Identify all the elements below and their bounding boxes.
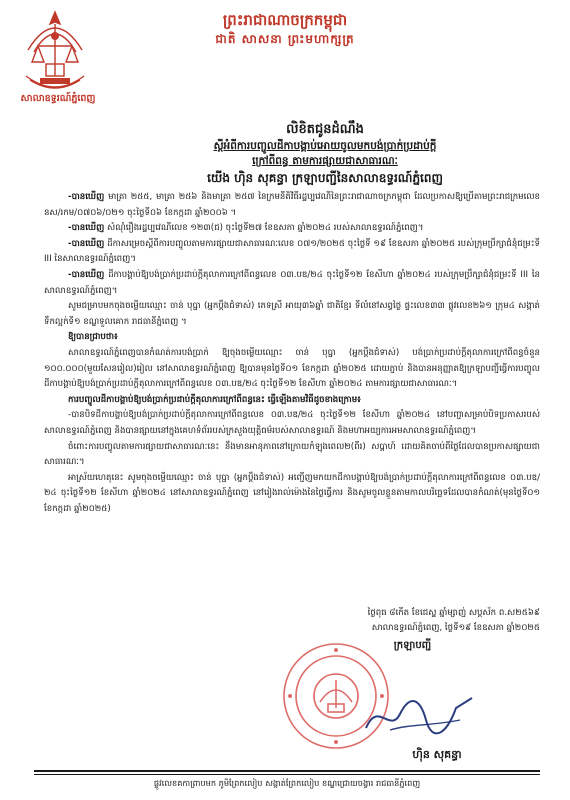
national-motto: ជាតិ សាសនា ព្រះមហាក្សត្រ <box>215 32 355 46</box>
paragraph-legal-basis-2 <box>44 221 540 237</box>
court-name: សាលាឧទ្ធរណ៍ភ្នំពេញ <box>20 93 96 104</box>
document-title: លិខិតជូនដំណឹង <box>286 122 364 137</box>
section-heading-method: ការបញ្ចូលដីកាបង្គាប់ឱ្យបង់ប្រាក់ប្រដាប់ក្តីតុលាការក្រៅពីពន្ធនេះ ធ្វើឡើងតាមវិធីដូចខាងក្រោម៖ <box>68 394 361 405</box>
handwritten-signature <box>360 690 480 740</box>
document-subtitle-line1: ស្តីអំពីការបញ្ចូលដីកាបង្គាប់អោយចូលមកបង់ប្រាក់ប្រដាប់ក្តី <box>213 140 437 152</box>
paragraph-lead: -បានឃើញ <box>68 223 105 234</box>
signer-name: ហ៊ិន សុគន្ធា <box>412 748 462 761</box>
document-title-block <box>110 120 540 187</box>
paragraph-posting: -បានបិទដីកាបង្គាប់ឱ្យបង់ប្រាក់ប្រដាប់ក្តីតុលាការក្រៅពីពន្ធលេខ ០៣.បឌ/២៤ ចុះថ្ងៃទី១២ ខែសីហា ឆ្នាំ២០២៤ នៅបញ្ជាសម្រាប់បិទប្រកាសរបស់សាលាឧទ្ធរណ៍ភ្នំពេញ និងបានផ្សាយនៅក្នុងគេហទំព័ររបស់ក្រសួងយុត្តិធម៌របស់សាលាឧទ្ធរណ៍ និងមហាអយ្យការអមសាលាឧទ្ធរណ៍ភ្នំពេញ។ <box>44 410 540 436</box>
paragraph-legal-basis-3 <box>44 237 540 268</box>
footer-divider-thin <box>34 774 540 775</box>
paragraph-payment-order: សាលាឧទ្ធរណ៍ភ្នំពេញបានកំណត់ការបង់ប្រាក់ ឱ្យចុងចម្លើយឈ្មោះ ចាន់ បុប្ផា (អ្នកប្តឹងជំទាស់) បង់ប្រាក់ប្រដាប់ក្តីតុលាការក្រៅពីពន្ធចំនួន ១០០.០០០(មួយសែនរៀល)រៀល នៅសាលាឧទ្ធរណ៍ភ្នំពេញ ឱ្យបានមុនថ្ងៃទី០១ ខែកក្កដា ឆ្នាំ២០២៥ ដោយភ្ជាប់ និងបានអនុញ្ញាតឱ្យក្រឡាបញ្ជីធ្វើការបញ្ចូលដីកាបង្គាប់ឱ្យបង់ប្រាក់ប្រដាប់ក្តីតុលាការក្រៅពីពន្ធលេខ ០៣.បឌ/២៤ ចុះថ្ងៃទី១២ ខែសីហា ឆ្នាំ២០២៤ តាមការផ្សាយជាសាធារណៈ។ <box>44 347 540 390</box>
paragraph-legal-basis-1 <box>44 190 540 221</box>
paragraph-effect: ចំពោះការបញ្ចូលតាមការផ្សាយជាសាធារណៈនេះ នឹងមានអានុភាពនៅក្រោយកំឡុងពេល២(ពីរ) សប្តាហ៍ ដោយគិតចាប់ពីថ្ងៃដែលបានប្រកាសផ្សាយជាសាធារណៈ។ <box>44 441 540 468</box>
document-body <box>44 190 540 517</box>
document-subtitle-line2: ក្រៅពីពន្ធ តាមការផ្សាយជាសាធារណៈ <box>252 155 398 167</box>
footer-divider-thick <box>34 770 540 772</box>
paragraph-text: ដីកាបង្គាប់ឱ្យបង់ប្រាក់ប្រដាប់ក្តីតុលាការក្រៅពីពន្ធលេខ ០៣.បឌ/២៤ ចុះថ្ងៃទី១២ ខែសីហា ឆ្នាំ២០២៤ របស់ក្រុមប្រឹក្សាជំនុំជម្រះទី III នៃសាលាឧទ្ធរណ៍ភ្នំពេញ។ <box>44 269 540 296</box>
paragraph-addressee: សូមជម្រាបមកចុងចម្លើយឈ្មោះ ចាន់ បុប្ផា (អ្នកប្តឹងជំទាស់) ភេទស្រី អាយុ៣៦ឆ្នាំ ជាតិខ្មែរ ទីលំនៅសព្វថ្ងៃ ផ្ទះលេខ៣៣ ផ្លូវលេខ២៦១ ក្រុម៤ សង្កាត់ទឹកល្អក់ទី១ ខណ្ឌទួលគោក រាជធានីភ្នំពេញ ។ <box>44 301 540 327</box>
paragraph-legal-basis-4 <box>44 268 540 299</box>
signer-title: ក្រឡាបញ្ជី <box>393 640 432 651</box>
paragraph-lead: -បានឃើញ <box>68 269 105 280</box>
court-emblem-icon <box>16 6 94 94</box>
place-and-date: សាលាឧទ្ធរណ៍ភ្នំពេញ, ថ្ងៃទី១៩ ខែឧសភា ឆ្នាំ២០២៥ <box>371 623 540 633</box>
section-heading-notice: ឱ្យបានជ្រាបថា៖ <box>68 332 118 343</box>
paragraph-text: សំណុំរឿងរដ្ឋប្បវេណីលេខ ១២៣(ជ) ចុះថ្ងៃទី២៧ ខែឧសភា ឆ្នាំ២០២៤ របស់សាលាឧទ្ធរណ៍ភ្នំពេញ។ <box>104 223 424 234</box>
paragraph-text: ដីកាសម្រេចស្តីពីការបញ្ចូលតាមការផ្សាយជាសាធារណៈលេខ ០៧១/២០២៥ ចុះថ្ងៃទី ១៩ ខែឧសភា ឆ្នាំ២០២៥ របស់ក្រុមប្រឹក្សាជំនុំជម្រះទី III នៃសាលាឧទ្ធរណ៍ភ្នំពេញ។ <box>44 238 540 265</box>
paragraph-lead: -បានឃើញ <box>68 238 105 249</box>
paragraph-text: មាត្រា ២៥៥, មាត្រា ២៥៦ និងមាត្រា ២៥៧ នៃក្រមនីតិវិធីរដ្ឋប្បវេណីនៃព្រះរាជាណាចក្រកម្ពុជា ដែលប្រកាសឱ្យប្រើតាមព្រះរាជក្រមលេខ នស/រកម/០៧០៦/០២១ ចុះថ្ងៃទី០៦ ខែកក្កដា ឆ្នាំ២០០៦ ។ <box>44 192 540 218</box>
lunar-date: ថ្ងៃពុធ ៨កើត ខែជេស្ឋ ឆ្នាំម្សាញ់ សប្តស័ក ព.ស២៥៦៩ <box>367 608 540 618</box>
paragraph-lead: -បានឃើញ <box>68 192 105 202</box>
footer-address: ផ្លូវលេខគកាព្រាបមក ភូមិព្រែកលៀប សង្កាត់ព្រែកលៀប ខណ្ឌជ្រោយចង្វារ រាជធានីភ្នំពេញ <box>153 778 421 788</box>
paragraph-conclusion: អាស្រ័យហេតុនេះ សូមចុងចម្លើយឈ្មោះ ចាន់ បុប្ផា (អ្នកប្តឹងជំទាស់) អញ្ជើញមកយកដីកាបង្គាប់ឱ្យបង់ប្រាក់ប្រដាប់ក្តីតុលាការក្រៅពីពន្ធលេខ ០៣.បឌ/២៤ ចុះថ្ងៃទី១២ ខែសីហា ឆ្នាំ២០២៤ នៅសាលាឧទ្ធរណ៍ភ្នំពេញ នៅរៀងរាល់ម៉ោងនៃថ្ងៃធ្វើការ និងសូមចូលខ្លួនតាមកាលបរិច្ឆេទដែលបានកំណត់(មុនថ្ងៃទី០១ ខែកក្កដា ឆ្នាំ២០២៥) <box>44 472 540 514</box>
kingdom-heading: ព្រះរាជាណាចក្រកម្ពុជា <box>222 11 348 29</box>
issuer-line: យើង ហ៊ិន សុគន្ធា ក្រឡាបញ្ជីនៃសាលាឧទ្ធរណ៍ភ្នំពេញ <box>207 171 443 185</box>
